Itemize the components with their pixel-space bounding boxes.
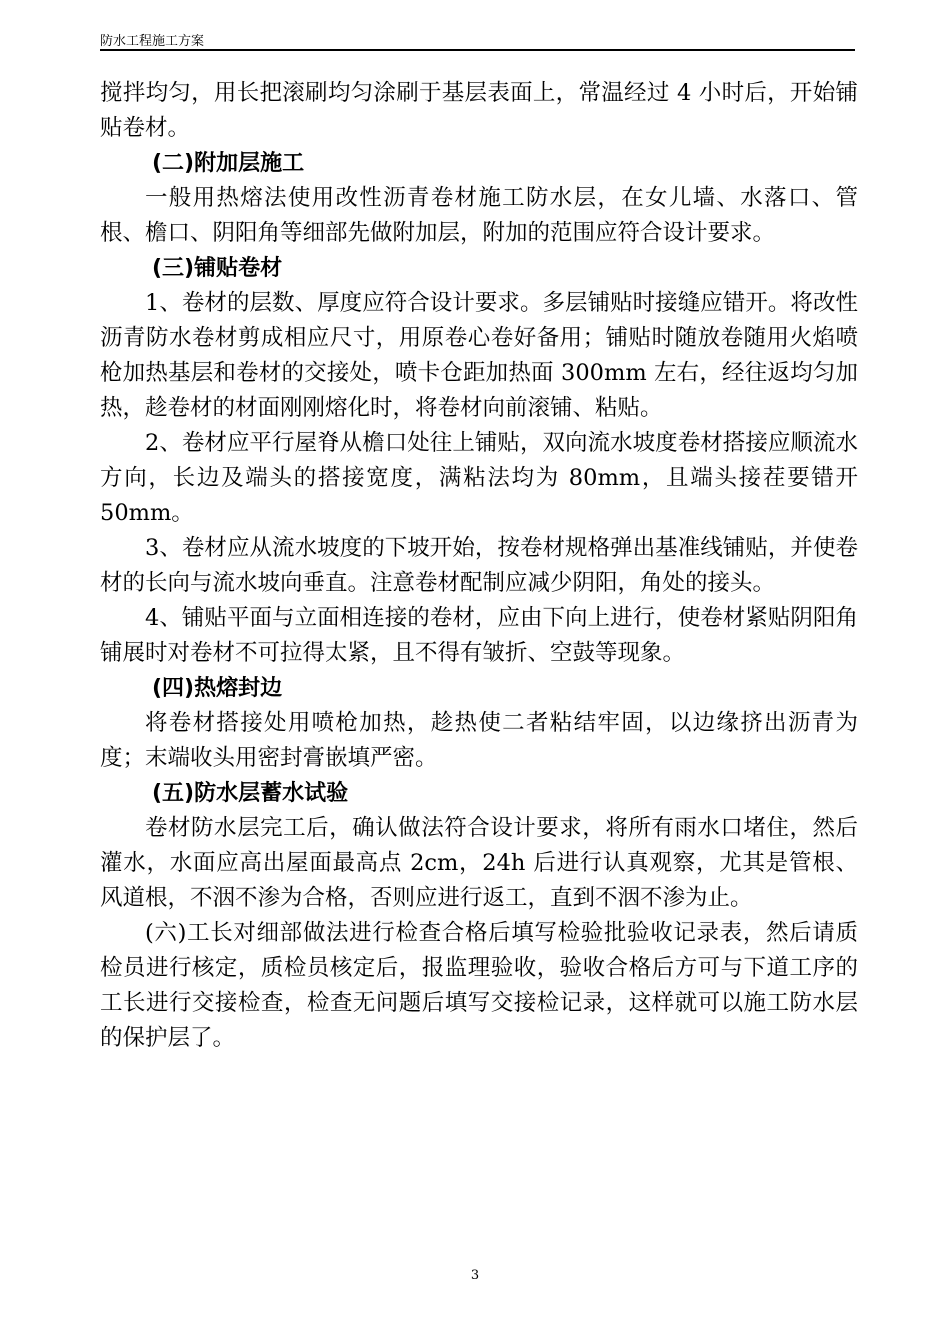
page-number: 3 xyxy=(470,1268,480,1283)
paragraph-attach-layer: 一般用热熔法使用改性沥青卷材施工防水层，在女儿墙、水落口、管根、檐口、阴阳角等细部先做附加层，附加的范围应符合设计要求。 xyxy=(100,185,858,246)
paragraph-heat-seal: 将卷材搭接处用喷枪加热，趁热使二者粘结牢固，以边缘挤出沥青为度；末端收头用密封膏嵌填严密。 xyxy=(100,710,858,771)
section-heading-heat-seal: (四)热熔封边 xyxy=(152,676,283,701)
paragraph-water-test: 卷材防水层完工后，确认做法符合设计要求，将所有雨水口堵住，然后灌水，水面应高出屋面最高点 2cm，24h 后进行认真观察，尤其是管根、风道根，不洇不渗为合格，否则应进行返工，直到不洇不渗为止。 xyxy=(100,815,858,911)
paragraph-lay-membrane-4: 4、铺贴平面与立面相连接的卷材，应由下向上进行，使卷材紧贴阴阳角铺展时对卷材不可拉得太紧，且不得有皱折、空鼓等现象。 xyxy=(100,605,858,666)
header-divider xyxy=(100,49,855,51)
section-heading-lay-membrane: (三)铺贴卷材 xyxy=(152,256,283,281)
paragraph-inspection: (六)工长对细部做法进行检查合格后填写检验批验收记录表，然后请质检员进行核定，质检员核定后，报监理验收，验收合格后方可与下道工序的工长进行交接检查，检查无问题后填写交接检记录，这样就可以施工防水层的保护层了。 xyxy=(100,920,858,1051)
running-header: 防水工程施工方案 xyxy=(100,34,205,49)
paragraph-lay-membrane-3: 3、卷材应从流水坡度的下坡开始，按卷材规格弹出基准线铺贴，并使卷材的长向与流水坡向垂直。注意卷材配制应减少阴阳，角处的接头。 xyxy=(100,535,858,596)
continued-paragraph: 搅拌均匀，用长把滚刷均匀涂刷于基层表面上，常温经过 4 小时后，开始铺贴卷材。 xyxy=(100,80,858,141)
section-heading-attach-layer: (二)附加层施工 xyxy=(152,151,305,176)
paragraph-lay-membrane-2: 2、卷材应平行屋脊从檐口处往上铺贴，双向流水坡度卷材搭接应顺流水方向，长边及端头的搭接宽度，满粘法均为 80mm，且端头接茬要错开 50mm。 xyxy=(100,430,858,526)
section-heading-water-test: (五)防水层蓄水试验 xyxy=(152,781,349,806)
paragraph-lay-membrane-1: 1、卷材的层数、厚度应符合设计要求。多层铺贴时接缝应错开。将改性沥青防水卷材剪成相应尺寸，用原卷心卷好备用；铺贴时随放卷随用火焰喷枪加热基层和卷材的交接处，喷卡仓距加热面 300mm 左右，经往返均匀加热，趁卷材的材面刚刚熔化时，将卷材向前滚铺、粘贴。 xyxy=(100,290,858,421)
document-body xyxy=(100,76,858,1056)
